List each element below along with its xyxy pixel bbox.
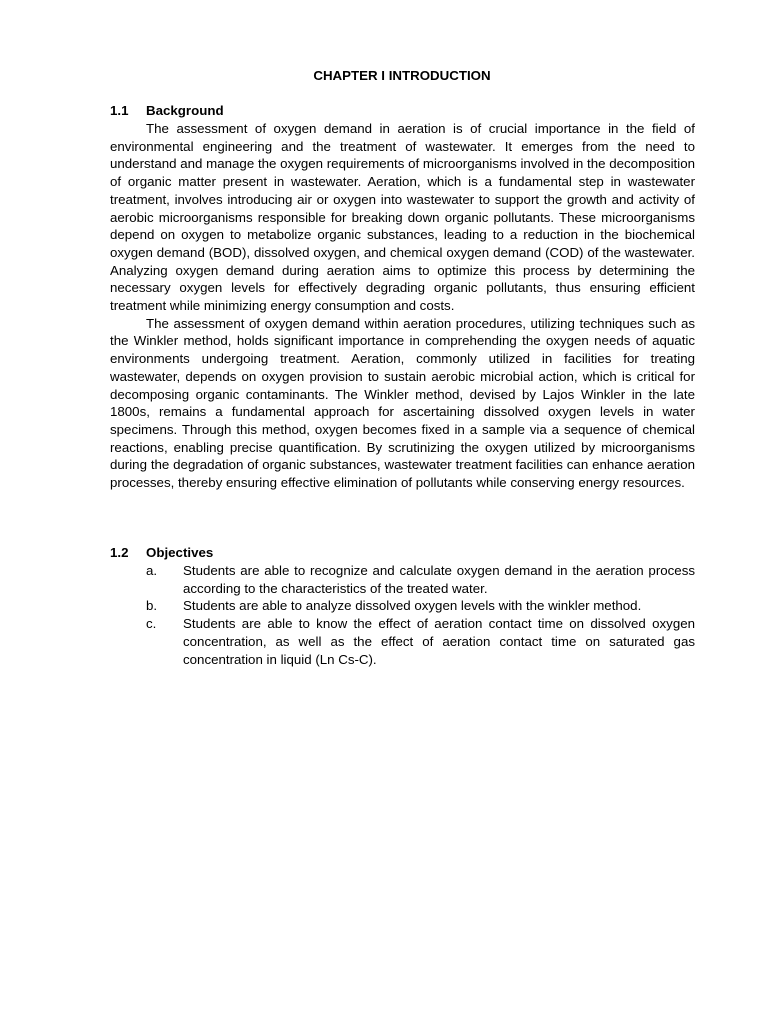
- background-paragraph-1: The assessment of oxygen demand in aeration is of crucial importance in the field of environmental engineering and the treatment of wastewater. It emerges from the need to understand and manage the oxygen requirements of microorganisms involved in the decomposition of organic matter present in wastewater. Aeration, which is a fundamental step in wastewater treatment, involves introducing air or oxygen into wastewater to support the growth and activity of aerobic microorganisms responsible for breaking down organic pollutants. These microorganisms depend on oxygen to metabolize organic substances, leading to a reduction in the biochemical oxygen demand (BOD), dissolved oxygen, and chemical oxygen demand (COD) of the wastewater. Analyzing oxygen demand during aeration aims to optimize this process by determining the necessary oxygen levels for effectively degrading organic pollutants, thus ensuring efficient treatment while minimizing energy consumption and costs.: [110, 121, 695, 314]
- list-marker: b.: [146, 598, 158, 614]
- list-item-text: Students are able to analyze dissolved oxygen levels with the winkler method.: [183, 598, 642, 614]
- list-item-text: Students are able to know the effect of aeration contact time on dissolved oxygen concentration, as well as the effect of aeration contact time on saturated gas concentration in liquid (Ln Cs-C).: [183, 616, 695, 667]
- list-item-text: Students are able to recognize and calculate oxygen demand in the aeration process according to the characteristics of the treated water.: [183, 563, 695, 596]
- section-heading-background: [110, 102, 224, 120]
- section-title: Objectives: [146, 545, 214, 560]
- section-number: 1.1: [110, 103, 129, 118]
- section-heading-objectives: [110, 544, 213, 562]
- list-marker: c.: [146, 616, 157, 632]
- list-item: [110, 597, 695, 615]
- list-marker: a.: [146, 563, 158, 578]
- background-body: [110, 120, 695, 492]
- list-item: [110, 562, 695, 597]
- list-item: [110, 615, 695, 668]
- section-title: Background: [146, 103, 224, 118]
- objectives-list: [110, 562, 695, 668]
- chapter-title: CHAPTER I INTRODUCTION: [313, 68, 491, 83]
- background-paragraph-2: The assessment of oxygen demand within aeration procedures, utilizing techniques such as the Winkler method, holds significant importance in comprehending the oxygen needs of aquatic environments undergoing treatment. Aeration, commonly utilized in facilities for treating wastewater, depends on oxygen provision to sustain aerobic microbial action, which is critical for decomposing organic contaminants. The Winkler method, devised by Lajos Winkler in the late 1800s, remains a fundamental approach for ascertaining dissolved oxygen levels in water specimens. Through this method, oxygen becomes fixed in a sample via a sequence of chemical reactions, enabling precise quantification. By scrutinizing the oxygen utilized by microorganisms during the degradation of organic substances, wastewater treatment facilities can enhance aeration processes, thereby ensuring effective elimination of pollutants while conserving energy resources.: [110, 315, 695, 491]
- section-number: 1.2: [110, 545, 129, 560]
